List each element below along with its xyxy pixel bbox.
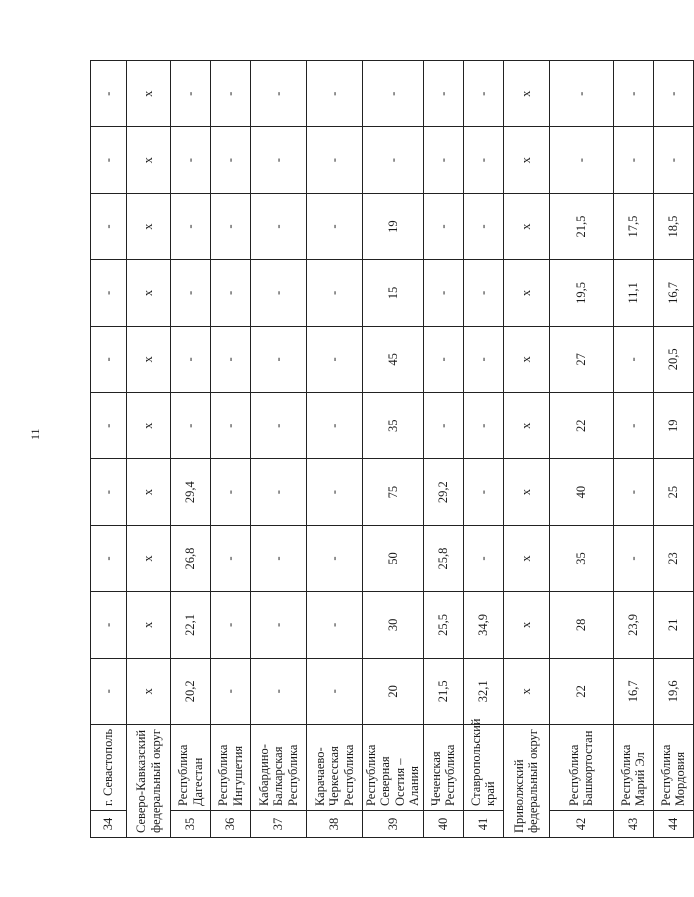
value-cell: 18,5 <box>653 193 693 259</box>
value-cell: х <box>503 393 549 459</box>
value-cell: х <box>503 592 549 658</box>
row-number-cell: 37 <box>251 811 307 838</box>
value-cell: - <box>251 326 307 392</box>
value-cell: 25,5 <box>423 592 463 658</box>
value-cell: 23,9 <box>613 592 653 658</box>
row-number-cell: 36 <box>211 811 251 838</box>
value-cell: х <box>127 326 171 392</box>
value-cell: х <box>127 260 171 326</box>
value-cell: х <box>127 525 171 591</box>
value-cell: - <box>307 658 363 724</box>
value-cell: - <box>653 127 693 193</box>
value-cell: - <box>423 61 463 127</box>
value-cell: 28 <box>549 592 613 658</box>
data-table <box>90 60 694 838</box>
value-cell: 45 <box>363 326 424 392</box>
table-row <box>423 61 463 838</box>
value-cell: - <box>463 525 503 591</box>
value-cell: - <box>91 525 127 591</box>
value-cell: х <box>127 658 171 724</box>
value-cell: 21,5 <box>549 193 613 259</box>
region-name-cell: Республика Марий Эл <box>613 725 653 811</box>
table-row <box>307 61 363 838</box>
value-cell: - <box>171 61 211 127</box>
value-cell: 40 <box>549 459 613 525</box>
table-row <box>653 61 693 838</box>
value-cell: 17,5 <box>613 193 653 259</box>
row-number-cell: 38 <box>307 811 363 838</box>
value-cell: 22,1 <box>171 592 211 658</box>
value-cell: - <box>251 525 307 591</box>
value-cell: - <box>463 326 503 392</box>
value-cell: х <box>503 525 549 591</box>
value-cell: - <box>171 193 211 259</box>
value-cell: х <box>127 592 171 658</box>
value-cell: - <box>211 260 251 326</box>
value-cell: 32,1 <box>463 658 503 724</box>
value-cell: х <box>503 193 549 259</box>
value-cell: 20 <box>363 658 424 724</box>
value-cell: - <box>613 525 653 591</box>
row-number-cell: 35 <box>171 811 211 838</box>
value-cell: - <box>307 326 363 392</box>
value-cell: - <box>613 127 653 193</box>
value-cell: - <box>251 592 307 658</box>
value-cell: х <box>503 459 549 525</box>
value-cell: х <box>127 127 171 193</box>
value-cell: х <box>503 127 549 193</box>
value-cell: 19 <box>653 393 693 459</box>
value-cell: - <box>171 260 211 326</box>
row-number-cell: 43 <box>613 811 653 838</box>
value-cell: - <box>463 61 503 127</box>
value-cell: 25,8 <box>423 525 463 591</box>
value-cell: - <box>211 393 251 459</box>
region-name-cell: Республика Ингушетия <box>211 725 251 811</box>
table-row <box>503 61 549 838</box>
value-cell: - <box>463 393 503 459</box>
value-cell: - <box>307 592 363 658</box>
table-row <box>211 61 251 838</box>
value-cell: х <box>127 193 171 259</box>
district-name-cell: Приволжский федеральный округ <box>503 725 549 838</box>
value-cell: - <box>307 525 363 591</box>
value-cell: - <box>307 127 363 193</box>
value-cell: - <box>211 326 251 392</box>
value-cell: х <box>127 459 171 525</box>
value-cell: 21,5 <box>423 658 463 724</box>
value-cell: - <box>211 658 251 724</box>
region-name-cell: Карачаево-Черкесская Республика <box>307 725 363 811</box>
value-cell: 20,5 <box>653 326 693 392</box>
value-cell: - <box>91 260 127 326</box>
value-cell: - <box>211 61 251 127</box>
value-cell: 75 <box>363 459 424 525</box>
value-cell: - <box>91 658 127 724</box>
value-cell: 11,1 <box>613 260 653 326</box>
value-cell: - <box>423 127 463 193</box>
value-cell: - <box>91 61 127 127</box>
value-cell: - <box>211 459 251 525</box>
value-cell: - <box>613 326 653 392</box>
value-cell: - <box>363 127 424 193</box>
value-cell: 19,6 <box>653 658 693 724</box>
value-cell: - <box>251 127 307 193</box>
value-cell: - <box>251 658 307 724</box>
value-cell: - <box>91 592 127 658</box>
value-cell: - <box>307 193 363 259</box>
value-cell: - <box>251 393 307 459</box>
table-row <box>549 61 613 838</box>
value-cell: - <box>307 393 363 459</box>
value-cell: - <box>613 459 653 525</box>
row-number-cell: 44 <box>653 811 693 838</box>
region-name-cell: Республика Мордовия <box>653 725 693 811</box>
value-cell: 35 <box>549 525 613 591</box>
region-name-cell: Республика Северная Осетия – Алания <box>363 725 424 811</box>
value-cell: 16,7 <box>613 658 653 724</box>
table-row <box>363 61 424 838</box>
value-cell: х <box>503 326 549 392</box>
value-cell: 25 <box>653 459 693 525</box>
value-cell: - <box>251 193 307 259</box>
value-cell: 35 <box>363 393 424 459</box>
value-cell: 21 <box>653 592 693 658</box>
value-cell: - <box>463 459 503 525</box>
region-name-cell: Ставропольский край <box>463 725 503 811</box>
value-cell: - <box>251 61 307 127</box>
value-cell: 22 <box>549 658 613 724</box>
region-name-cell: Кабардино-Балкарская Республика <box>251 725 307 811</box>
row-number-cell: 39 <box>363 811 424 838</box>
value-cell: х <box>503 61 549 127</box>
value-cell: - <box>307 459 363 525</box>
value-cell: 29,2 <box>423 459 463 525</box>
value-cell: 50 <box>363 525 424 591</box>
value-cell: - <box>549 127 613 193</box>
region-name-cell: г. Севастополь <box>91 725 127 811</box>
table-row <box>171 61 211 838</box>
value-cell: 22 <box>549 393 613 459</box>
value-cell: - <box>211 592 251 658</box>
value-cell: - <box>307 260 363 326</box>
value-cell: - <box>463 260 503 326</box>
value-cell: 20,2 <box>171 658 211 724</box>
value-cell: 29,4 <box>171 459 211 525</box>
value-cell: 19 <box>363 193 424 259</box>
row-number-cell: 42 <box>549 811 613 838</box>
value-cell: - <box>91 459 127 525</box>
value-cell: 15 <box>363 260 424 326</box>
value-cell: - <box>91 326 127 392</box>
value-cell: - <box>613 393 653 459</box>
value-cell: 27 <box>549 326 613 392</box>
table-row <box>613 61 653 838</box>
row-number-cell: 40 <box>423 811 463 838</box>
value-cell: 26,8 <box>171 525 211 591</box>
value-cell: - <box>91 127 127 193</box>
value-cell: - <box>423 260 463 326</box>
data-table-container <box>90 60 687 838</box>
region-name-cell: Республика Башкортостан <box>549 725 613 811</box>
value-cell: х <box>127 393 171 459</box>
value-cell: - <box>211 193 251 259</box>
value-cell: 30 <box>363 592 424 658</box>
table-body <box>91 61 694 838</box>
value-cell: - <box>251 260 307 326</box>
page-number: 11 <box>28 428 42 440</box>
value-cell: 16,7 <box>653 260 693 326</box>
value-cell: 19,5 <box>549 260 613 326</box>
value-cell: - <box>251 459 307 525</box>
value-cell: - <box>463 127 503 193</box>
table-row <box>127 61 171 838</box>
value-cell: х <box>503 260 549 326</box>
value-cell: - <box>307 61 363 127</box>
value-cell: х <box>503 658 549 724</box>
value-cell: - <box>211 127 251 193</box>
table-row <box>251 61 307 838</box>
value-cell: - <box>423 326 463 392</box>
value-cell: - <box>613 61 653 127</box>
value-cell: - <box>171 326 211 392</box>
table-row <box>463 61 503 838</box>
value-cell: - <box>171 393 211 459</box>
value-cell: - <box>91 393 127 459</box>
value-cell: - <box>211 525 251 591</box>
value-cell: - <box>549 61 613 127</box>
value-cell: - <box>171 127 211 193</box>
value-cell: - <box>463 193 503 259</box>
value-cell: - <box>91 193 127 259</box>
row-number-cell: 34 <box>91 811 127 838</box>
region-name-cell: Чеченская Республика <box>423 725 463 811</box>
row-number-cell: 41 <box>463 811 503 838</box>
value-cell: х <box>127 61 171 127</box>
district-name-cell: Северо-Кавказский федеральный округ <box>127 725 171 838</box>
value-cell: - <box>653 61 693 127</box>
value-cell: - <box>423 393 463 459</box>
region-name-cell: Республика Дагестан <box>171 725 211 811</box>
value-cell: - <box>363 61 424 127</box>
value-cell: 23 <box>653 525 693 591</box>
value-cell: - <box>423 193 463 259</box>
table-row <box>91 61 127 838</box>
value-cell: 34,9 <box>463 592 503 658</box>
